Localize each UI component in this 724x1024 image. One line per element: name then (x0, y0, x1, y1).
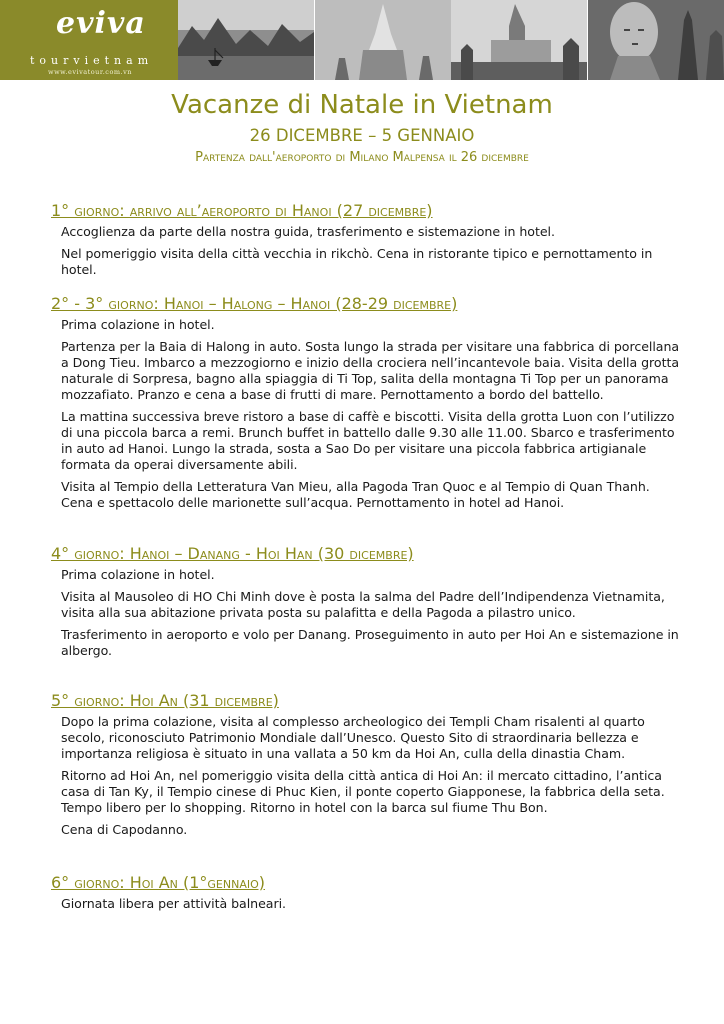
stupa-photo (315, 0, 452, 80)
brand-name: eviva (56, 6, 146, 41)
day-paragraph: Partenza per la Baia di Halong in auto. Sosta lungo la strada per visitare una fabbrica di porcellana a Dong Tieu. Imbarco a mezzogiorno e inizio della crociera nell’incantevole baia. Visita della grotta naturale di Sorpresa, bagno alla spiaggia di Ti Top, salita della montagna Ti Top per un panorama mozzafiato. Pranzo e cena a base di frutti di mare. Pernottamento a bordo del battello. (61, 339, 680, 402)
temple-tower-photo (451, 0, 588, 80)
day-heading: 1° giorno: arrivo all’aeroporto di Hanoi (27 dicembre) (51, 201, 433, 220)
day-section (51, 294, 683, 517)
day-paragraph: Prima colazione in hotel. (61, 317, 215, 332)
header-banner (0, 0, 724, 80)
day-paragraph: Giornata libera per attività balneari. (61, 896, 286, 911)
photo-strip (178, 0, 724, 80)
day-paragraph: La mattina successiva breve ristoro a base di caffè e biscotti. Visita della grotta Luon con l’utilizzo di una piccola barca a remi. Brunch buffet in battello dalle 9.30 alle 11.00. Sbarco e trasferimento in auto ad Hanoi. Lungo la strada, sosta a Sao Do per visitare una piccola fabbrica artigianale formata da operai diversamente abili. (61, 409, 675, 472)
day-paragraph: Visita al Tempio della Letteratura Van Mieu, alla Pagoda Tran Quoc e al Tempio di Quan Thanh. Cena e spettacolo delle marionette sull’acqua. Pernottamento in hotel ad Hanoi. (61, 479, 650, 510)
day-paragraph: Visita al Mausoleo di HO Chi Minh dove è posta la salma del Padre dell’Indipendenza Vietnamita, visita alla sua abitazione privata posta su palafitta e della Pagoda a pilastro unico. (61, 589, 665, 620)
day-paragraph: Trasferimento in aeroporto e volo per Danang. Proseguimento in auto per Hoi An e sistemazione in albergo. (61, 627, 679, 658)
day-section (51, 873, 683, 918)
day-paragraph: Nel pomeriggio visita della città vecchia in rikchò. Cena in ristorante tipico e pernottamento in hotel. (61, 246, 653, 277)
brand-url: www.evivatour.com.vn (48, 68, 132, 76)
day-section (51, 691, 683, 844)
halong-bay-photo (178, 0, 315, 80)
day-paragraph: Accoglienza da parte della nostra guida, trasferimento e sistemazione in hotel. (61, 224, 555, 239)
day-paragraph: Prima colazione in hotel. (61, 567, 215, 582)
day-section (51, 544, 683, 665)
day-heading: 5° giorno: Hoi An (31 dicembre) (51, 691, 279, 710)
day-heading: 4° giorno: Hanoi – Danang - Hoi Han (30 dicembre) (51, 544, 414, 563)
brand-tagline: tourvietnam (30, 54, 154, 67)
day-paragraph: Ritorno ad Hoi An, nel pomeriggio visita della città antica di Hoi An: il mercato cittadino, l’antica casa di Tan Ky, il Tempio cinese di Phuc Kien, il ponte coperto Giapponese, la fabbrica della seta. Tempo libero per lo shopping. Ritorno in hotel con la barca sul fiume Thu Bon. (61, 768, 665, 815)
buddha-statue-photo (588, 0, 724, 80)
page-title: Vacanze di Natale in Vietnam (171, 90, 553, 120)
day-paragraph: Cena di Capodanno. (61, 822, 188, 837)
day-heading: 6° giorno: Hoi An (1°gennaio) (51, 873, 265, 892)
day-paragraph: Dopo la prima colazione, visita al complesso archeologico dei Templi Cham risalenti al quarto secolo, riconosciuto Patrimonio Mondiale dall’Unesco. Questo Sito di straordinaria bellezza e importanza religiosa è situato in una vallata a 50 km da Hoi An, culla della dinastia Cham. (61, 714, 645, 761)
day-section (51, 201, 683, 284)
trip-dates: 26 DICEMBRE – 5 GENNAIO (249, 126, 475, 145)
brand-logo[interactable] (0, 0, 178, 80)
day-heading: 2° - 3° giorno: Hanoi – Halong – Hanoi (28-29 dicembre) (51, 294, 458, 313)
departure-info: Partenza dall'aeroporto di Milano Malpensa il 26 dicembre (195, 150, 529, 165)
